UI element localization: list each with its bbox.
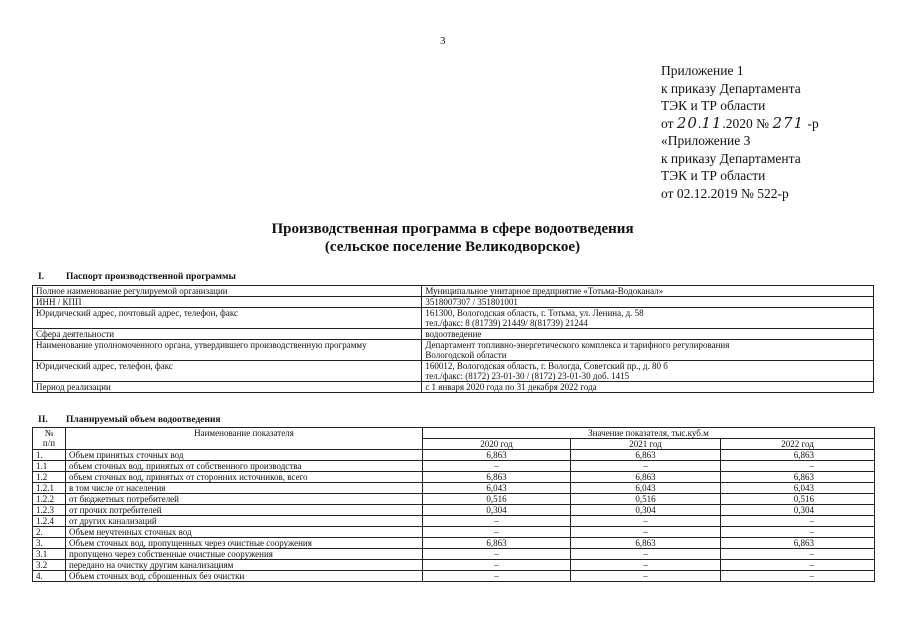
passport-row bbox=[33, 340, 874, 361]
volume-row bbox=[33, 450, 875, 461]
row-value-2021: – bbox=[571, 516, 721, 527]
col-number-label-1: № bbox=[44, 428, 54, 438]
appendix-line-6: к приказу Департамента bbox=[661, 150, 801, 166]
row-value-2022: 6,863 bbox=[721, 472, 875, 483]
passport-value bbox=[422, 361, 874, 382]
row-indicator-name: Объем неучтенных сточных вод bbox=[66, 527, 423, 538]
passport-value-line-2: тел./факс: 8 (81739) 21449/ 8(81739) 21244 bbox=[425, 318, 588, 328]
appendix-line-1: Приложение 1 bbox=[661, 63, 744, 78]
year-header: 2021 год bbox=[571, 439, 721, 450]
row-number: 1.2.1 bbox=[33, 483, 66, 494]
row-value-2021: 6,043 bbox=[571, 483, 721, 494]
row-value-2021: – bbox=[571, 560, 721, 571]
passport-row bbox=[33, 361, 874, 382]
row-value-2022: – bbox=[721, 560, 875, 571]
row-value-2022: 6,043 bbox=[721, 483, 875, 494]
row-value-2022: – bbox=[721, 516, 875, 527]
volume-row bbox=[33, 483, 875, 494]
row-value-2021: – bbox=[571, 527, 721, 538]
passport-row bbox=[33, 329, 874, 340]
col-number-label-2: п/п bbox=[42, 438, 56, 448]
row-indicator-name: от других канализаций bbox=[66, 516, 423, 527]
passport-value-line-1: 161300, Вологодская область, г. Тотьма, ул. Ленина, д. 58 bbox=[425, 308, 644, 318]
row-value-2021: – bbox=[571, 571, 721, 582]
row-value-2020: – bbox=[423, 527, 571, 538]
passport-table bbox=[32, 285, 874, 393]
row-value-2021: 6,863 bbox=[571, 538, 721, 549]
col-value-header: Значение показателя, тыс.куб.м bbox=[423, 428, 875, 439]
passport-value bbox=[422, 297, 874, 308]
row-indicator-name: пропущено через собственные очистные сооружения bbox=[66, 549, 423, 560]
row-value-2022: – bbox=[721, 549, 875, 560]
passport-value bbox=[422, 286, 874, 297]
passport-row bbox=[33, 308, 874, 329]
row-indicator-name: Объем сточных вод, сброшенных без очистки bbox=[66, 571, 423, 582]
handwritten-month: 11 bbox=[701, 113, 723, 132]
passport-value bbox=[422, 382, 874, 393]
volume-row bbox=[33, 560, 875, 571]
row-value-2021: – bbox=[571, 461, 721, 472]
passport-value-line-1: водоотведение bbox=[425, 329, 482, 339]
appendix-order-line: от 20.11.2020 № 271 -р bbox=[661, 113, 819, 132]
year-header: 2020 год bbox=[423, 439, 571, 450]
row-value-2020: 6,863 bbox=[423, 472, 571, 483]
row-number: 2. bbox=[33, 527, 66, 538]
row-value-2022: 0,304 bbox=[721, 505, 875, 516]
volume-row bbox=[33, 527, 875, 538]
row-value-2020: – bbox=[423, 461, 571, 472]
row-indicator-name: от прочих потребителей bbox=[66, 505, 423, 516]
row-value-2020: – bbox=[423, 560, 571, 571]
row-indicator-name: от бюджетных потребителей bbox=[66, 494, 423, 505]
section-2-heading bbox=[32, 415, 221, 425]
handwritten-day: 20 bbox=[676, 113, 698, 132]
row-number: 1.2.3 bbox=[33, 505, 66, 516]
row-number: 4. bbox=[33, 571, 66, 582]
row-value-2020: 0,516 bbox=[423, 494, 571, 505]
row-number: 3.2 bbox=[33, 560, 66, 571]
row-number: 1. bbox=[33, 450, 66, 461]
passport-label: ИНН / КПП bbox=[33, 297, 422, 308]
passport-label: Период реализации bbox=[33, 382, 422, 393]
row-value-2022: 6,863 bbox=[721, 538, 875, 549]
appendix-line-7: ТЭК и ТР области bbox=[661, 168, 766, 183]
row-value-2020: – bbox=[423, 571, 571, 582]
page-number: 3 bbox=[440, 35, 446, 47]
passport-value-line-1: 3518007307 / 351801001 bbox=[425, 297, 518, 307]
row-value-2021: 0,304 bbox=[571, 505, 721, 516]
title-line-2: (сельское поселение Великодворское) bbox=[324, 239, 581, 255]
row-indicator-name: объем сточных вод, принятых от сторонних источников, всего bbox=[66, 472, 423, 483]
row-value-2022: – bbox=[721, 571, 875, 582]
year-suffix: .2020 № bbox=[722, 115, 770, 131]
volume-row bbox=[33, 461, 875, 472]
volume-row bbox=[33, 516, 875, 527]
passport-row bbox=[33, 286, 874, 297]
volume-row bbox=[33, 538, 875, 549]
row-value-2022: 6,863 bbox=[721, 450, 875, 461]
volume-row bbox=[33, 494, 875, 505]
passport-value-line-1: с 1 января 2020 года по 31 декабря 2022 года bbox=[425, 382, 597, 392]
row-indicator-name: передано на очистку другим канализациям bbox=[66, 560, 423, 571]
row-value-2020: – bbox=[423, 516, 571, 527]
passport-value bbox=[422, 340, 874, 361]
passport-row bbox=[33, 297, 874, 308]
appendix-line-2: к приказу Департамента bbox=[661, 80, 801, 96]
row-value-2020: 0,304 bbox=[423, 505, 571, 516]
volume-row bbox=[33, 505, 875, 516]
row-value-2022: – bbox=[721, 461, 875, 472]
row-value-2020: 6,863 bbox=[423, 538, 571, 549]
passport-label: Юридический адрес, почтовый адрес, телефон, факс bbox=[33, 308, 422, 329]
passport-value-line-1: Департамент топливно-энергетического комплекса и тарифного регулирования bbox=[425, 340, 730, 350]
section-1-heading bbox=[32, 272, 236, 282]
row-value-2020: 6,863 bbox=[423, 450, 571, 461]
passport-label: Юридический адрес, телефон, факс bbox=[33, 361, 422, 382]
section-1-number: I. bbox=[38, 272, 45, 282]
col-number-header bbox=[33, 428, 66, 450]
volume-row bbox=[33, 472, 875, 483]
year-header: 2022 год bbox=[721, 439, 875, 450]
row-number: 1.2.4 bbox=[33, 516, 66, 527]
row-indicator-name: объем сточных вод, принятых от собственного производства bbox=[66, 461, 423, 472]
appendix-line-3: ТЭК и ТР области bbox=[661, 98, 766, 113]
row-value-2020: 6,043 bbox=[423, 483, 571, 494]
row-indicator-name: в том числе от населения bbox=[66, 483, 423, 494]
passport-value bbox=[422, 308, 874, 329]
row-number: 3.1 bbox=[33, 549, 66, 560]
passport-label: Наименование уполномоченного органа, утвердившего производственную программу bbox=[33, 340, 422, 361]
section-2-number: II. bbox=[38, 415, 48, 425]
order-suffix: -р bbox=[807, 115, 819, 131]
row-number: 1.2 bbox=[33, 472, 66, 483]
row-value-2021: 0,516 bbox=[571, 494, 721, 505]
passport-value bbox=[422, 329, 874, 340]
volume-row bbox=[33, 571, 875, 582]
row-value-2020: – bbox=[423, 549, 571, 560]
section-1-title: Паспорт производственной программы bbox=[66, 272, 236, 282]
row-indicator-name: Объем принятых сточных вод bbox=[66, 450, 423, 461]
row-value-2021: 6,863 bbox=[571, 472, 721, 483]
row-value-2022: – bbox=[721, 527, 875, 538]
title-line-1: Производственная программа в сфере водоотведения bbox=[271, 221, 634, 237]
row-number: 1.2.2 bbox=[33, 494, 66, 505]
volume-row bbox=[33, 549, 875, 560]
date-prefix: от bbox=[661, 115, 674, 131]
passport-value-line-2: тел./факс: (8172) 23-01-30 / (8172) 23-01-30 доб. 1415 bbox=[425, 371, 630, 381]
row-value-2021: – bbox=[571, 549, 721, 560]
document-title bbox=[0, 220, 905, 256]
col-name-header: Наименование показателя bbox=[66, 428, 423, 450]
appendix-block bbox=[661, 62, 819, 202]
appendix-line-8: от 02.12.2019 № 522-р bbox=[661, 185, 789, 201]
row-number: 1.1 bbox=[33, 461, 66, 472]
appendix-line-5: «Приложение 3 bbox=[661, 133, 751, 148]
passport-label: Сфера деятельности bbox=[33, 329, 422, 340]
volume-table bbox=[32, 427, 875, 582]
passport-value-line-2: Вологодской области bbox=[425, 350, 507, 360]
passport-value-line-1: 160012, Вологодская область, г. Вологда, Советский пр., д. 80 б bbox=[425, 361, 668, 371]
row-value-2022: 0,516 bbox=[721, 494, 875, 505]
row-value-2021: 6,863 bbox=[571, 450, 721, 461]
passport-row bbox=[33, 382, 874, 393]
section-2-title: Планируемый объем водоотведения bbox=[66, 415, 221, 425]
row-number: 3. bbox=[33, 538, 66, 549]
passport-label: Полное наименование регулируемой организации bbox=[33, 286, 422, 297]
handwritten-order-number: 271 bbox=[772, 113, 805, 132]
row-indicator-name: Объем сточных вод, пропущенных через очистные сооружения bbox=[66, 538, 423, 549]
passport-value-line-1: Муниципальное унитарное предприятие «Тотьма-Водоканал» bbox=[425, 286, 664, 296]
